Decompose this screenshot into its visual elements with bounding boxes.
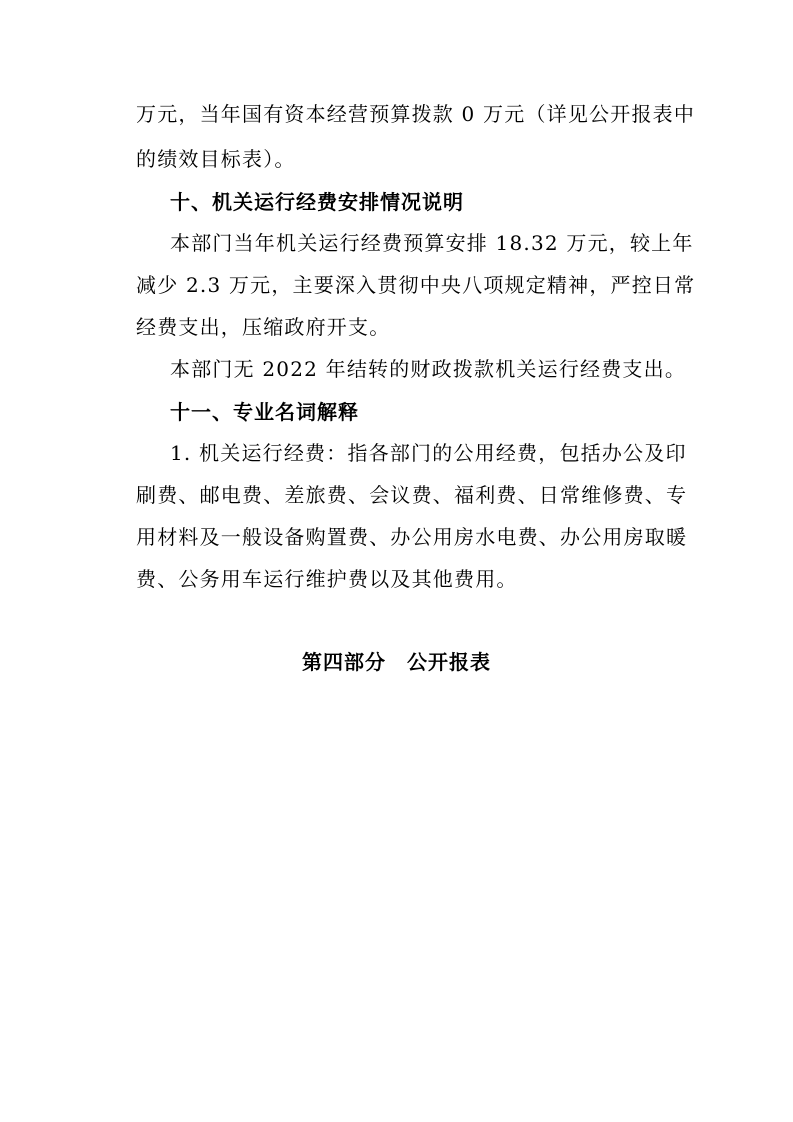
term-definition-line-3: 用材料及一般设备购置费、办公用房水电费、办公用房取暖 (136, 525, 688, 549)
budget-text-line-2: 的绩效目标表）。 (136, 147, 296, 171)
section-10-para-2: 本部门无 2022 年结转的财政拨款机关运行经费支出。 (170, 357, 687, 381)
section-10-para-1-line-1: 本部门当年机关运行经费预算安排 18.32 万元，较上年 (170, 231, 694, 255)
part-4-title: 第四部分 公开报表 (302, 650, 491, 674)
section-10-para-1-line-2: 减少 2.3 万元，主要深入贯彻中央八项规定精神，严控日常 (136, 273, 696, 297)
term-definition-line-1: 1. 机关运行经费：指各部门的公用经费，包括办公及印 (170, 441, 687, 465)
term-definition-line-4: 费、公务用车运行维护费以及其他费用。 (136, 567, 518, 591)
section-11-heading: 十一、专业名词解释 (170, 400, 359, 424)
budget-text-line-1: 万元，当年国有资本经营预算拨款 0 万元（详见公开报表中 (136, 102, 696, 126)
section-10-para-1-line-3: 经费支出，压缩政府开支。 (136, 315, 391, 339)
term-definition-line-2: 刷费、邮电费、差旅费、会议费、福利费、日常维修费、专 (136, 483, 688, 507)
section-10-heading: 十、机关运行经费安排情况说明 (170, 190, 464, 214)
